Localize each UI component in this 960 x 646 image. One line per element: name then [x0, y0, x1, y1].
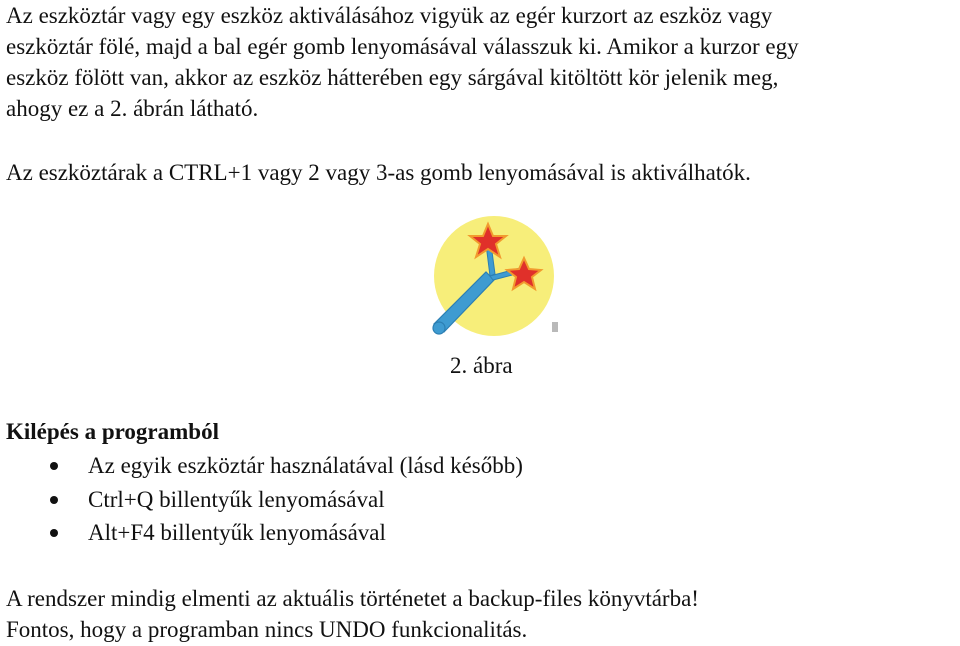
backup-note: A rendszer mindig elmenti az aktuális történetet a backup-files könyvtárba! [6, 586, 699, 611]
exit-options-list [6, 449, 906, 550]
intro-line: eszköz fölött van, akkor az eszköz hátterében egy sárgával kitöltött kör jelenik meg, [6, 65, 779, 90]
figure-caption: 2. ábra [450, 353, 513, 378]
wand-tip [433, 322, 445, 334]
notes-paragraph [6, 583, 956, 645]
figure-2 [424, 214, 564, 338]
magic-wand-stars-icon [424, 214, 564, 338]
list-item [6, 449, 906, 483]
shortcut-paragraph: Az eszköztárak a CTRL+1 vagy 2 vagy 3-as gomb lenyomásával is aktiválhatók. [6, 160, 751, 185]
section-heading: Kilépés a programból [6, 419, 219, 444]
intro-paragraph [6, 0, 956, 124]
list-item-text: Alt+F4 billentyűk lenyomásával [88, 520, 386, 545]
intro-line: Az eszköztár vagy egy eszköz aktiválásához vigyük az egér kurzort az eszköz vagy [6, 3, 773, 28]
edge-fragment [552, 322, 558, 332]
list-item-text: Az egyik eszköztár használatával (lásd később) [88, 453, 523, 478]
undo-note: Fontos, hogy a programban nincs UNDO funkcionalitás. [6, 617, 528, 642]
bullet-icon [50, 462, 58, 470]
bullet-icon [50, 496, 58, 504]
list-item [6, 483, 906, 517]
intro-line: eszköztár fölé, majd a bal egér gomb lenyomásával válasszuk ki. Amikor a kurzor egy [6, 34, 799, 59]
intro-line: ahogy ez a 2. ábrán látható. [6, 96, 259, 121]
bullet-icon [50, 529, 58, 537]
list-item [6, 516, 906, 550]
list-item-text: Ctrl+Q billentyűk lenyomásával [88, 486, 385, 512]
